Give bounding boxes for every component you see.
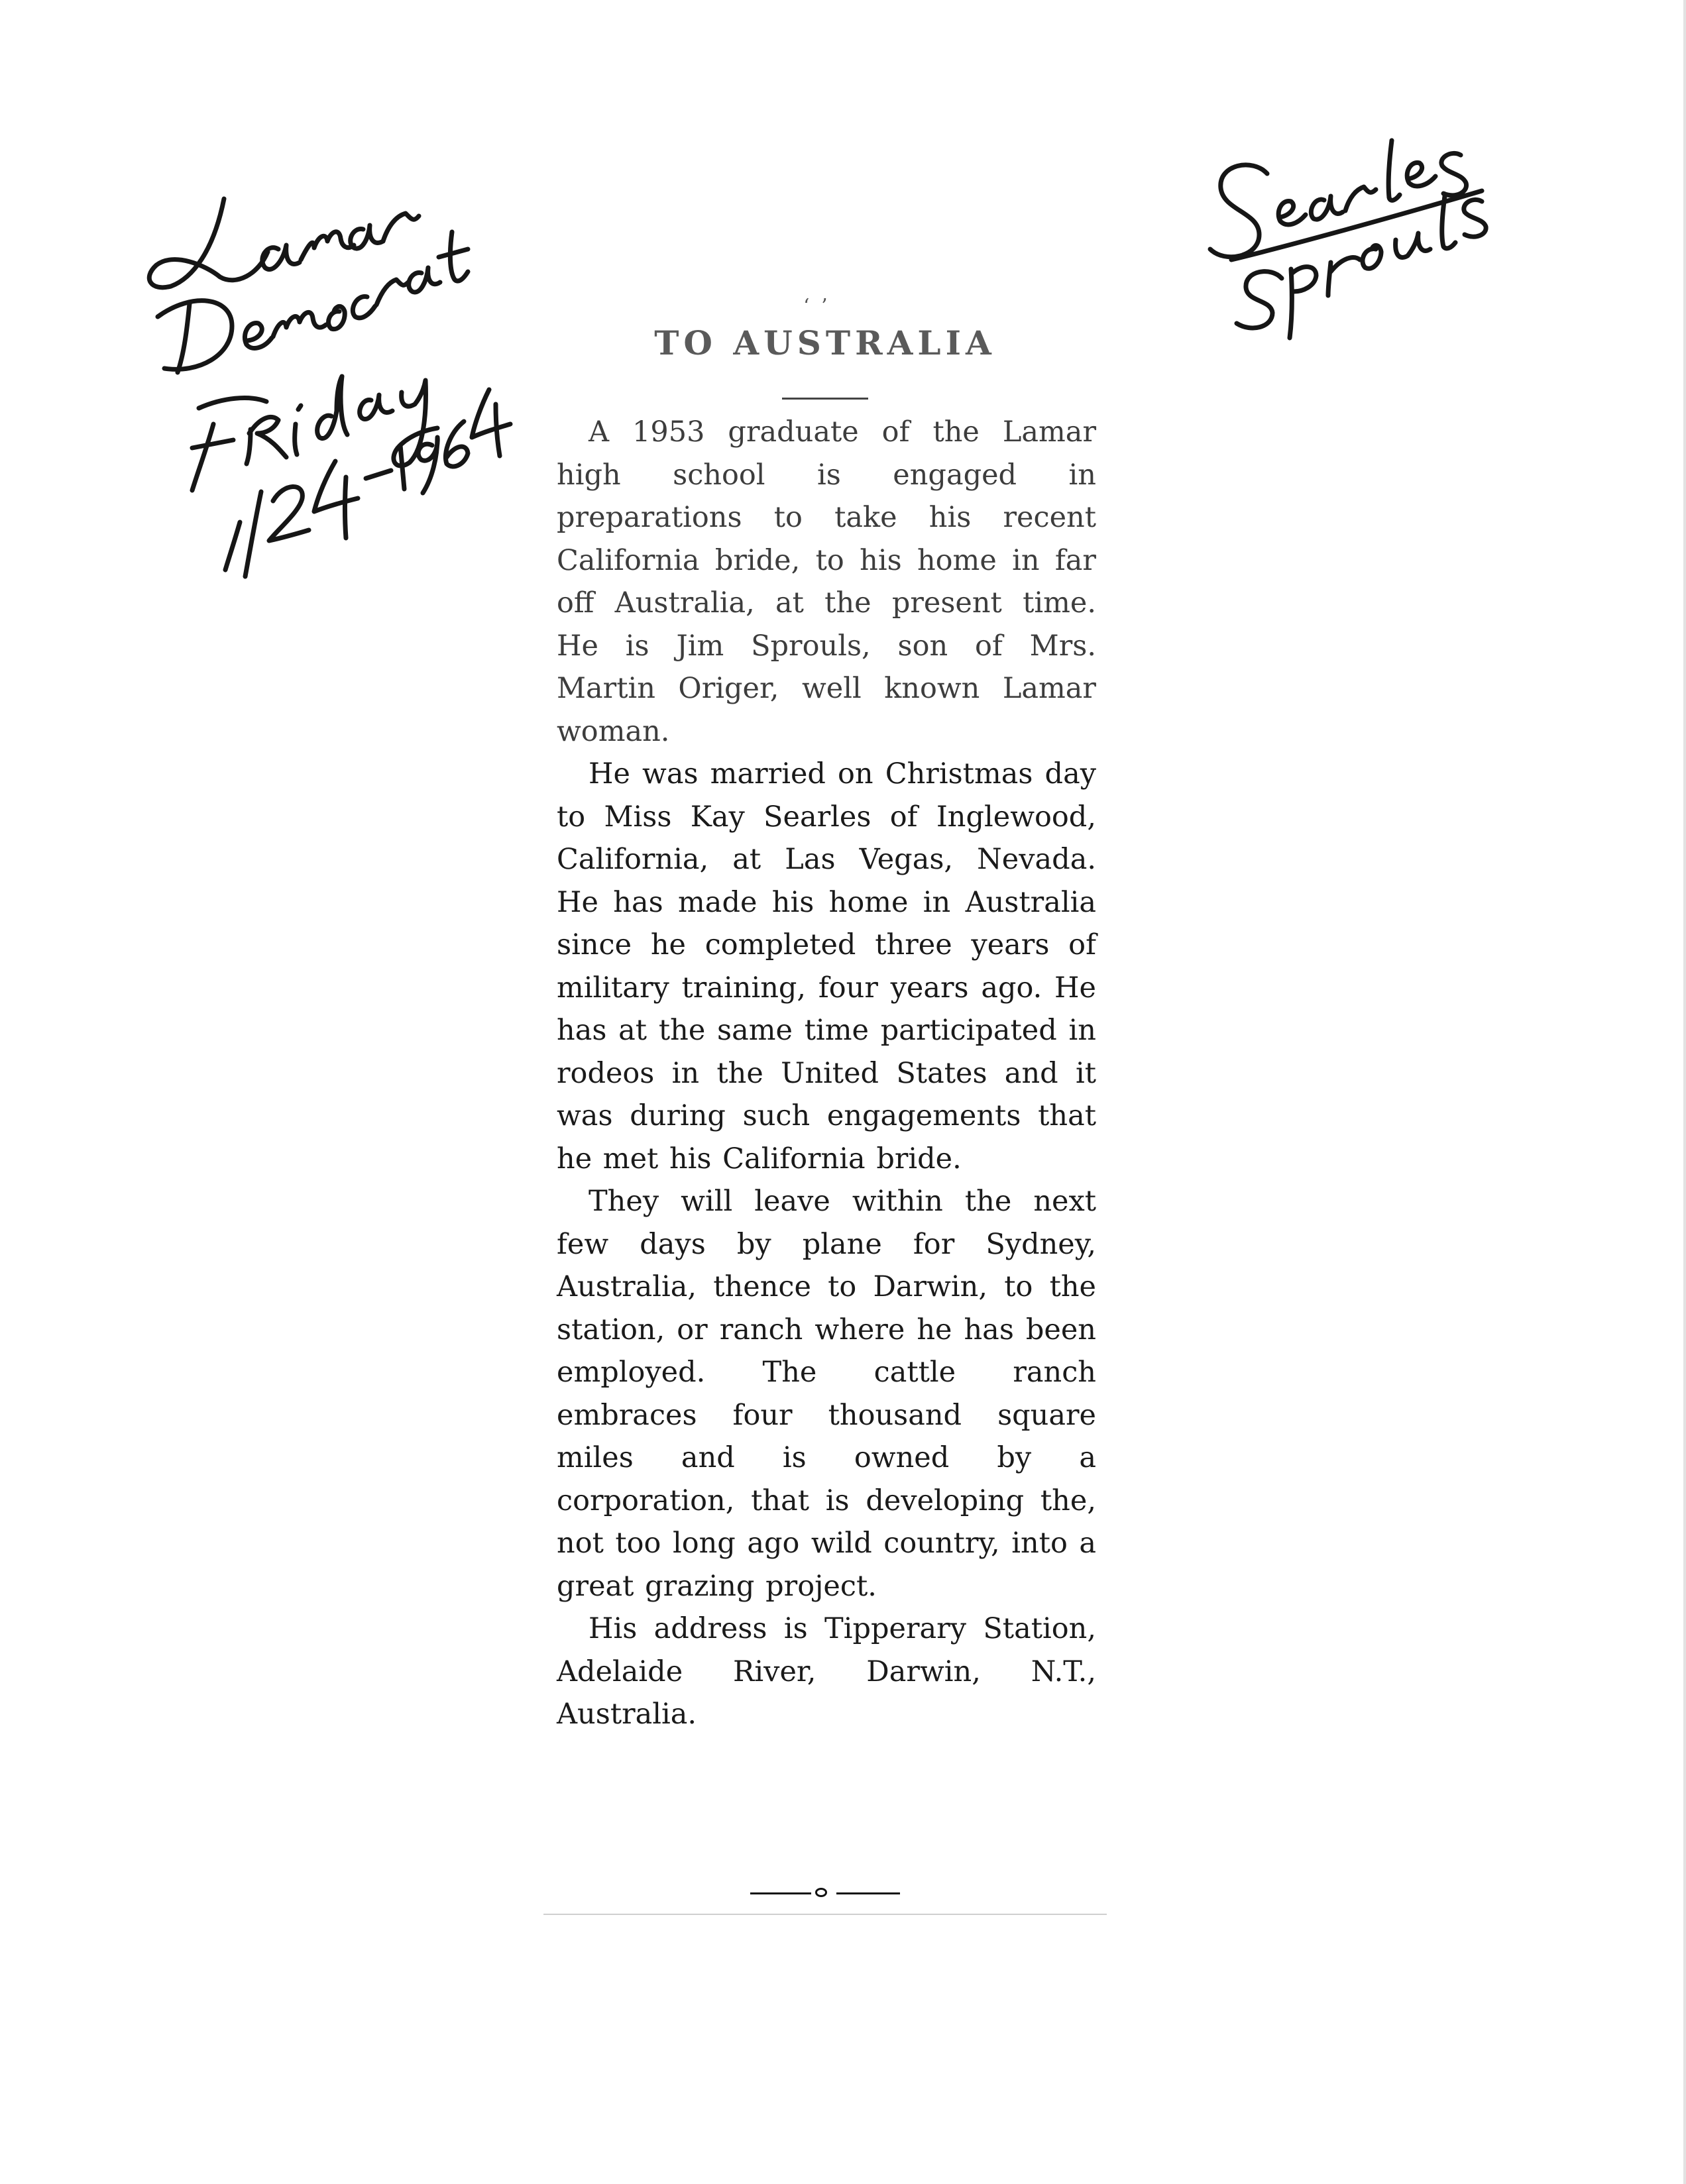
article-paragraph: They will leave within the next few days by plane for Sydney, Australia, thence to Darwin, to the station, or ranch where he has been employed. The cattle ranch embraces four thousand square miles and is owned by a corporation, that is developing the, not too long ago wild country, into a great grazing project.: [557, 1185, 1096, 1603]
article-paragraph: His address is Tipperary Station, Adelaide River, Darwin, N.T., Australia.: [557, 1612, 1096, 1731]
handwritten-word-friday: [192, 376, 437, 490]
clipping-bottom-edge: [543, 1914, 1107, 1915]
handwritten-word-date: [225, 390, 510, 576]
article-body: [543, 411, 1107, 1736]
article-headline: TO AUSTRALIA: [654, 323, 996, 362]
handwritten-word-sprouls: [1237, 196, 1486, 338]
end-rule-line-right: [836, 1892, 900, 1894]
article-paragraph: A 1953 graduate of the Lamar high school is engaged in preparations to take his recent California bride, to his home in far off Australia, at the present time. He is Jim Sprouls, son of Mrs. Martin Origer, well known Lamar woman.: [557, 415, 1096, 748]
headline-rule: [782, 398, 868, 400]
clipping-marker: ‘ ’: [803, 295, 830, 318]
article-paragraph: He was married on Christmas day to Miss Kay Searles of Inglewood, California, at Las Vegas, Nevada. He has made his home in Australia since he completed three years of military training, four years ago. He has at the same time participated in rodeos in the United States and it was during such engagements that he met his California bride.: [557, 757, 1096, 1175]
end-rule-circle: [815, 1888, 827, 1897]
article-end-rule: [750, 1886, 900, 1900]
handwritten-word-searles: [1210, 140, 1482, 260]
handwritten-note-left: [149, 199, 510, 576]
handwritten-word-democrat: [158, 232, 468, 372]
end-rule-line-left: [750, 1892, 811, 1894]
page-right-edge: [1683, 0, 1686, 2184]
handwritten-note-right: [1210, 140, 1486, 338]
handwritten-word-lamar: [149, 199, 419, 288]
newspaper-clipping: [543, 285, 1107, 1915]
